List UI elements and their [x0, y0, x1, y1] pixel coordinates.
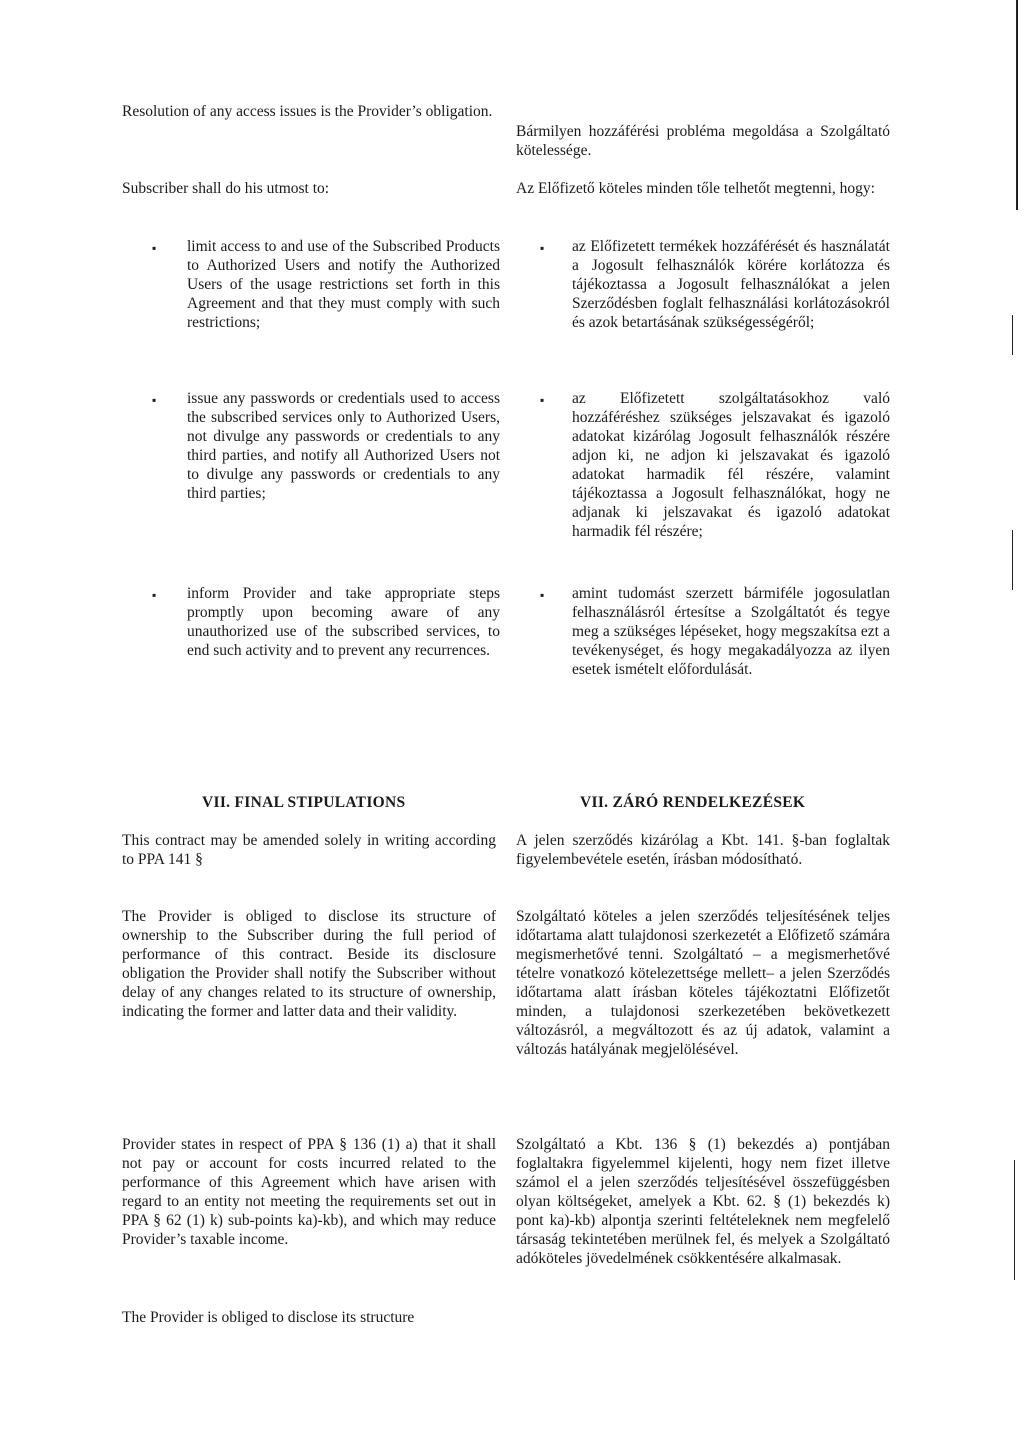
section-heading-en: VII. FINAL STIPULATIONS: [202, 794, 406, 811]
bullet-marker: ▪: [540, 393, 545, 407]
bullet-text: az Előfizetett szolgáltatásokhoz való hozzáféréshez szükséges jelszavakat és igazoló adatokat kizárólag Jogosult felhasználók részére adjon ki, ne adjon ki jelszavakat és igazoló adatokat harmadik fél részére, valamint tájékoztassa a Jogosult felhasználókat, hogy ne adjanak ki jelszavakat és igazoló adatokat harmadik fél részére;: [572, 390, 890, 540]
scan-edge-line-low: [1014, 1160, 1015, 1280]
bullet-text: limit access to and use of the Subscribed Products to Authorized Users and notify the Authorized Users of the usage restrictions set forth in this Agreement and that they must comply with such restrictions;: [187, 238, 500, 331]
paragraph-en-3: Provider states in respect of PPA § 136 (1) a) that it shall not pay or account for costs incurred related to the performance of this Agreement which have arisen with regard to an entity not meeting the requirements set out in PPA § 62 (1) k) sub-points ka)-kb), and which may reduce Provider’s taxable income.: [122, 1136, 496, 1248]
subscriber-intro-en: Subscriber shall do his utmost to:: [122, 180, 330, 197]
scan-edge-line-mid: [1012, 315, 1013, 355]
bullet-marker: ▪: [540, 588, 545, 602]
resolution-text-hu: Bármilyen hozzáférési probléma megoldása a Szolgáltató kötelessége.: [516, 123, 890, 159]
scan-edge-line-mid2: [1012, 530, 1013, 590]
scan-edge-line-top: [1016, 0, 1018, 210]
resolution-text-en: Resolution of any access issues is the Provider’s obligation.: [122, 103, 493, 120]
paragraph-hu-2: Szolgáltató köteles a jelen szerződés teljesítésének teljes időtartama alatt tulajdonosi szerkezetét a Előfizető számára megismerhetővé tenni. Szolgáltató – a megismerhetővé tételre vonatkozó kötelezettsége mellett– a jelen Szerződés időtartama alatt írásban köteles tájékoztatni Előfizetőt minden, a tulajdonosi szerkezetében bekövetkezett változásról, a megváltozott és az új adatok, valamint a változás hatályának megjelölésével.: [516, 908, 890, 1058]
subscriber-intro-hu: Az Előfizető köteles minden tőle telhetőt megtenni, hogy:: [516, 180, 875, 197]
bullet-text: inform Provider and take appropriate steps promptly upon becoming aware of any unauthorized use of the subscribed services, to end such activity and to prevent any recurrences.: [187, 585, 500, 659]
paragraph-en-2: The Provider is obliged to disclose its structure of ownership to the Subscriber during the full period of performance of this contract. Beside its disclosure obligation the Provider shall notify the Subscriber without delay of any changes related to its structure of ownership, indicating the former and latter data and their validity.: [122, 908, 496, 1020]
bullet-marker: ▪: [540, 241, 545, 255]
bullet-text: amint tudomást szerzett bármiféle jogosulatlan felhasználásról értesítse a Szolgáltatót és tegye meg a szükséges lépéseket, hogy megszakítsa ezt a tevékenységet, és hogy megakadályozza az ilyen esetek ismételt előfordulását.: [572, 585, 890, 678]
bullet-marker: ▪: [152, 393, 157, 407]
paragraph-hu-3: Szolgáltató a Kbt. 136 § (1) bekezdés a) pontjában foglaltakra figyelemmel kijelenti, hogy nem fizet illetve számol el a jelen szerződés teljesítésével összefüggésben olyan költségeket, amelyek a Kbt. 62. § (1) bekezdés k) pont ka)-kb) alpontja szerinti feltételeknek nem megfelelő társaság tekintetében merülnek fel, és melyek a Szolgáltató adóköteles jövedelmének csökkentésére alkalmasak.: [516, 1136, 890, 1267]
paragraph-en-1: This contract may be amended solely in writing according to PPA 141 §: [122, 832, 496, 868]
paragraph-en-4: The Provider is obliged to disclose its structure: [122, 1309, 415, 1326]
section-heading-hu: VII. ZÁRÓ RENDELKEZÉSEK: [580, 794, 806, 811]
bullet-marker: ▪: [152, 241, 157, 255]
bullet-marker: ▪: [152, 588, 157, 602]
paragraph-hu-1: A jelen szerződés kizárólag a Kbt. 141. §-ban foglaltak figyelembevétele esetén, írásban módosítható.: [516, 832, 890, 868]
bullet-text: issue any passwords or credentials used to access the subscribed services only to Authorized Users, not divulge any passwords or credentials to any third parties, and notify all Authorized Users not to divulge any passwords or credentials to any third parties;: [187, 390, 500, 502]
bullet-text: az Előfizetett termékek hozzáférését és használatát a Jogosult felhasználók körére korlátozza és tájékoztassa a Jogosult felhasználókat a jelen Szerződésben foglalt felhasználási korlátozásokról és azok betartásának szükségességéről;: [572, 238, 890, 331]
